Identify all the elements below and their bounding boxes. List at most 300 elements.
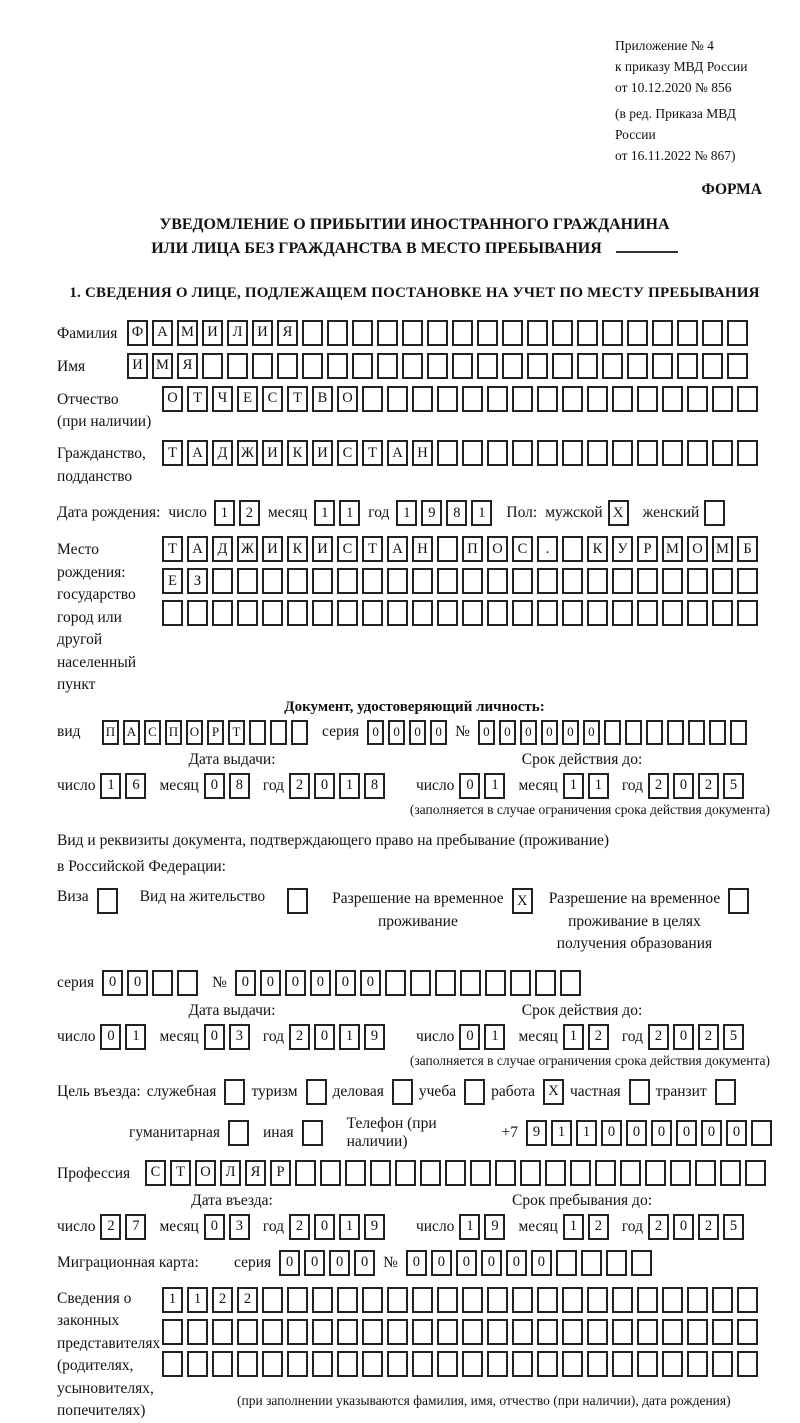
char-cell[interactable]: Т [228,720,245,745]
char-cell[interactable] [362,568,383,594]
char-cell[interactable]: 0 [260,970,281,996]
char-cell[interactable] [345,1160,366,1186]
char-cell[interactable] [312,1351,333,1377]
char-cell[interactable] [212,568,233,594]
char-cell[interactable]: Л [227,320,248,346]
char-cell[interactable]: З [187,568,208,594]
char-cell[interactable] [312,1287,333,1313]
char-cell[interactable]: С [337,536,358,562]
char-cell[interactable] [587,1287,608,1313]
char-cell[interactable] [302,353,323,379]
char-cell[interactable]: 0 [673,1214,694,1240]
sex-male-checkbox[interactable] [608,500,629,526]
char-cell[interactable]: 0 [562,720,579,745]
char-cell[interactable]: 2 [289,773,310,799]
char-cell[interactable]: 0 [388,720,405,745]
char-cell[interactable]: 1 [484,773,505,799]
char-cell[interactable]: 0 [406,1250,427,1276]
char-cell[interactable]: 0 [279,1250,300,1276]
char-cell[interactable] [704,500,725,526]
char-cell[interactable] [287,1287,308,1313]
char-cell[interactable] [162,600,183,626]
char-cell[interactable]: Д [212,440,233,466]
char-cell[interactable]: 0 [204,1214,225,1240]
char-cell[interactable] [712,440,733,466]
char-cell[interactable] [237,1319,258,1345]
char-cell[interactable]: X [512,888,533,914]
char-cell[interactable] [662,440,683,466]
purpose-business-checkbox[interactable] [392,1079,413,1105]
char-cell[interactable] [362,1287,383,1313]
char-cell[interactable] [487,1319,508,1345]
char-cell[interactable]: С [337,440,358,466]
char-cell[interactable] [352,320,373,346]
char-cell[interactable] [477,320,498,346]
char-cell[interactable] [520,1160,541,1186]
char-cell[interactable]: . [537,536,558,562]
char-cell[interactable] [302,320,323,346]
char-cell[interactable] [502,353,523,379]
char-cell[interactable] [327,320,348,346]
char-cell[interactable]: 9 [364,1024,385,1050]
char-cell[interactable] [612,568,633,594]
temp-residence-checkbox[interactable] [512,888,533,914]
char-cell[interactable] [560,970,581,996]
char-cell[interactable] [512,1351,533,1377]
char-cell[interactable]: 0 [459,773,480,799]
char-cell[interactable]: О [487,536,508,562]
char-cell[interactable] [687,1351,708,1377]
char-cell[interactable] [312,568,333,594]
char-cell[interactable]: 1 [314,500,335,526]
char-cell[interactable] [562,1351,583,1377]
char-cell[interactable] [712,386,733,412]
char-cell[interactable] [362,386,383,412]
char-cell[interactable]: 1 [459,1214,480,1240]
char-cell[interactable]: Т [187,386,208,412]
char-cell[interactable]: 8 [446,500,467,526]
char-cell[interactable]: К [287,440,308,466]
char-cell[interactable] [627,353,648,379]
char-cell[interactable] [570,1160,591,1186]
char-cell[interactable] [612,440,633,466]
char-cell[interactable] [552,353,573,379]
char-cell[interactable]: 1 [339,1024,360,1050]
char-cell[interactable] [287,1319,308,1345]
char-cell[interactable] [606,1250,627,1276]
char-cell[interactable] [587,1319,608,1345]
char-cell[interactable] [410,970,431,996]
char-cell[interactable] [462,1287,483,1313]
char-cell[interactable] [662,386,683,412]
char-cell[interactable] [577,353,598,379]
char-cell[interactable] [670,1160,691,1186]
char-cell[interactable]: 0 [367,720,384,745]
char-cell[interactable]: 2 [648,1214,669,1240]
char-cell[interactable] [637,600,658,626]
char-cell[interactable] [737,1351,758,1377]
char-cell[interactable]: И [312,536,333,562]
char-cell[interactable]: 0 [431,1250,452,1276]
char-cell[interactable]: 0 [354,1250,375,1276]
purpose-humanitarian-checkbox[interactable] [228,1120,249,1146]
char-cell[interactable] [527,320,548,346]
char-cell[interactable]: 2 [289,1024,310,1050]
char-cell[interactable] [537,1319,558,1345]
char-cell[interactable]: 0 [102,970,123,996]
char-cell[interactable] [537,1351,558,1377]
char-cell[interactable] [464,1079,485,1105]
char-cell[interactable] [537,568,558,594]
char-cell[interactable] [237,568,258,594]
char-cell[interactable]: 0 [100,1024,121,1050]
char-cell[interactable]: А [123,720,140,745]
char-cell[interactable] [646,720,663,745]
char-cell[interactable]: Т [162,536,183,562]
char-cell[interactable] [652,320,673,346]
char-cell[interactable] [452,320,473,346]
char-cell[interactable] [412,1287,433,1313]
char-cell[interactable] [487,1287,508,1313]
char-cell[interactable] [612,1287,633,1313]
char-cell[interactable] [510,970,531,996]
char-cell[interactable] [629,1079,650,1105]
char-cell[interactable] [270,720,287,745]
char-cell[interactable] [662,600,683,626]
char-cell[interactable]: 9 [484,1214,505,1240]
purpose-private-checkbox[interactable] [629,1079,650,1105]
char-cell[interactable]: 2 [289,1214,310,1240]
char-cell[interactable] [512,1319,533,1345]
char-cell[interactable] [545,1160,566,1186]
char-cell[interactable]: М [662,536,683,562]
char-cell[interactable] [712,600,733,626]
char-cell[interactable]: 2 [648,773,669,799]
char-cell[interactable] [177,970,198,996]
char-cell[interactable]: 0 [481,1250,502,1276]
char-cell[interactable] [751,1120,772,1146]
char-cell[interactable] [437,440,458,466]
char-cell[interactable]: Н [412,440,433,466]
char-cell[interactable] [392,1079,413,1105]
char-cell[interactable]: 6 [125,773,146,799]
char-cell[interactable] [495,1160,516,1186]
char-cell[interactable]: А [387,440,408,466]
char-cell[interactable] [302,1120,323,1146]
char-cell[interactable]: 0 [520,720,537,745]
char-cell[interactable] [662,1319,683,1345]
char-cell[interactable] [287,600,308,626]
char-cell[interactable] [187,1319,208,1345]
char-cell[interactable] [487,568,508,594]
char-cell[interactable]: 1 [339,773,360,799]
char-cell[interactable] [377,320,398,346]
char-cell[interactable] [537,1287,558,1313]
char-cell[interactable] [262,600,283,626]
char-cell[interactable] [420,1160,441,1186]
char-cell[interactable]: 3 [229,1024,250,1050]
char-cell[interactable] [462,600,483,626]
char-cell[interactable]: 1 [563,1214,584,1240]
char-cell[interactable]: Т [362,440,383,466]
char-cell[interactable] [587,600,608,626]
char-cell[interactable]: 1 [100,773,121,799]
char-cell[interactable] [287,1351,308,1377]
char-cell[interactable] [412,568,433,594]
char-cell[interactable] [587,1351,608,1377]
char-cell[interactable] [337,1351,358,1377]
char-cell[interactable] [645,1160,666,1186]
char-cell[interactable]: О [195,1160,216,1186]
char-cell[interactable] [587,386,608,412]
char-cell[interactable]: 0 [360,970,381,996]
char-cell[interactable]: 2 [237,1287,258,1313]
char-cell[interactable] [435,970,456,996]
char-cell[interactable]: 0 [127,970,148,996]
char-cell[interactable]: Ч [212,386,233,412]
char-cell[interactable]: 9 [526,1120,547,1146]
char-cell[interactable] [712,1287,733,1313]
char-cell[interactable]: Р [637,536,658,562]
char-cell[interactable] [728,888,749,914]
char-cell[interactable]: 9 [364,1214,385,1240]
char-cell[interactable]: И [202,320,223,346]
char-cell[interactable]: 9 [421,500,442,526]
char-cell[interactable]: С [144,720,161,745]
char-cell[interactable] [556,1250,577,1276]
char-cell[interactable]: 2 [698,1214,719,1240]
char-cell[interactable] [437,536,458,562]
char-cell[interactable]: С [262,386,283,412]
char-cell[interactable]: И [262,536,283,562]
char-cell[interactable] [745,1160,766,1186]
char-cell[interactable] [262,1351,283,1377]
char-cell[interactable] [320,1160,341,1186]
char-cell[interactable] [677,353,698,379]
char-cell[interactable]: 1 [339,1214,360,1240]
char-cell[interactable] [587,440,608,466]
char-cell[interactable] [437,1287,458,1313]
char-cell[interactable] [602,353,623,379]
char-cell[interactable] [237,1351,258,1377]
char-cell[interactable] [212,1351,233,1377]
char-cell[interactable]: 0 [541,720,558,745]
char-cell[interactable]: 3 [229,1214,250,1240]
char-cell[interactable]: 0 [304,1250,325,1276]
char-cell[interactable] [727,320,748,346]
char-cell[interactable]: 0 [531,1250,552,1276]
char-cell[interactable]: 0 [626,1120,647,1146]
char-cell[interactable]: 1 [588,773,609,799]
char-cell[interactable]: Д [212,536,233,562]
char-cell[interactable] [377,353,398,379]
char-cell[interactable] [627,320,648,346]
char-cell[interactable]: И [252,320,273,346]
char-cell[interactable] [337,1287,358,1313]
char-cell[interactable] [387,1319,408,1345]
char-cell[interactable] [402,320,423,346]
char-cell[interactable] [306,1079,327,1105]
char-cell[interactable] [581,1250,602,1276]
char-cell[interactable]: 0 [601,1120,622,1146]
char-cell[interactable] [637,1287,658,1313]
char-cell[interactable] [370,1160,391,1186]
char-cell[interactable] [291,720,308,745]
char-cell[interactable] [462,386,483,412]
char-cell[interactable]: 2 [239,500,260,526]
char-cell[interactable] [252,353,273,379]
char-cell[interactable] [312,1319,333,1345]
char-cell[interactable]: А [152,320,173,346]
visa-checkbox[interactable] [97,888,118,914]
char-cell[interactable] [662,568,683,594]
char-cell[interactable]: 0 [673,1024,694,1050]
char-cell[interactable] [702,353,723,379]
char-cell[interactable] [412,600,433,626]
char-cell[interactable]: О [186,720,203,745]
char-cell[interactable] [637,440,658,466]
char-cell[interactable] [452,353,473,379]
char-cell[interactable] [97,888,118,914]
char-cell[interactable] [402,353,423,379]
char-cell[interactable]: 0 [335,970,356,996]
char-cell[interactable]: 0 [314,1214,335,1240]
char-cell[interactable]: Т [287,386,308,412]
char-cell[interactable] [212,1319,233,1345]
char-cell[interactable]: 1 [162,1287,183,1313]
char-cell[interactable] [688,720,705,745]
char-cell[interactable]: 8 [229,773,250,799]
char-cell[interactable]: Т [162,440,183,466]
char-cell[interactable] [437,1319,458,1345]
purpose-study-checkbox[interactable] [464,1079,485,1105]
char-cell[interactable] [595,1160,616,1186]
char-cell[interactable]: 0 [235,970,256,996]
char-cell[interactable]: Я [245,1160,266,1186]
char-cell[interactable] [502,320,523,346]
char-cell[interactable] [535,970,556,996]
char-cell[interactable]: Л [220,1160,241,1186]
char-cell[interactable]: У [612,536,633,562]
char-cell[interactable] [687,600,708,626]
char-cell[interactable]: 0 [478,720,495,745]
char-cell[interactable] [612,600,633,626]
char-cell[interactable] [352,353,373,379]
char-cell[interactable]: 2 [100,1214,121,1240]
char-cell[interactable] [587,568,608,594]
char-cell[interactable]: 0 [673,773,694,799]
char-cell[interactable] [327,353,348,379]
temp-residence-edu-checkbox[interactable] [728,888,749,914]
char-cell[interactable]: 0 [409,720,426,745]
char-cell[interactable]: 1 [484,1024,505,1050]
char-cell[interactable]: 0 [285,970,306,996]
char-cell[interactable] [562,1287,583,1313]
char-cell[interactable] [737,1319,758,1345]
char-cell[interactable] [387,1287,408,1313]
char-cell[interactable]: Б [737,536,758,562]
char-cell[interactable]: К [587,536,608,562]
char-cell[interactable] [631,1250,652,1276]
char-cell[interactable] [202,353,223,379]
char-cell[interactable] [727,353,748,379]
char-cell[interactable] [687,440,708,466]
char-cell[interactable]: И [262,440,283,466]
char-cell[interactable]: А [187,536,208,562]
char-cell[interactable] [427,320,448,346]
char-cell[interactable] [637,568,658,594]
char-cell[interactable]: Е [162,568,183,594]
char-cell[interactable] [287,888,308,914]
char-cell[interactable] [487,386,508,412]
char-cell[interactable] [512,440,533,466]
char-cell[interactable] [262,568,283,594]
char-cell[interactable]: 0 [456,1250,477,1276]
char-cell[interactable] [470,1160,491,1186]
char-cell[interactable]: Н [412,536,433,562]
char-cell[interactable] [687,1287,708,1313]
char-cell[interactable] [262,1319,283,1345]
char-cell[interactable] [667,720,684,745]
char-cell[interactable] [552,320,573,346]
char-cell[interactable]: 0 [726,1120,747,1146]
char-cell[interactable] [212,600,233,626]
char-cell[interactable]: О [687,536,708,562]
char-cell[interactable]: М [177,320,198,346]
char-cell[interactable] [337,1319,358,1345]
residence-permit-checkbox[interactable] [287,888,308,914]
char-cell[interactable] [712,568,733,594]
char-cell[interactable]: 1 [563,1024,584,1050]
char-cell[interactable] [604,720,621,745]
char-cell[interactable]: 2 [698,1024,719,1050]
char-cell[interactable]: 1 [396,500,417,526]
char-cell[interactable]: Ф [127,320,148,346]
char-cell[interactable] [437,600,458,626]
char-cell[interactable]: Я [177,353,198,379]
char-cell[interactable] [337,568,358,594]
char-cell[interactable]: О [162,386,183,412]
char-cell[interactable] [487,600,508,626]
char-cell[interactable] [237,600,258,626]
char-cell[interactable] [677,320,698,346]
char-cell[interactable]: 0 [430,720,447,745]
char-cell[interactable] [687,1319,708,1345]
char-cell[interactable]: А [187,440,208,466]
char-cell[interactable]: 1 [551,1120,572,1146]
char-cell[interactable] [462,1319,483,1345]
char-cell[interactable]: 0 [314,1024,335,1050]
char-cell[interactable]: 5 [723,1214,744,1240]
char-cell[interactable] [512,1287,533,1313]
char-cell[interactable] [637,1351,658,1377]
char-cell[interactable]: 1 [471,500,492,526]
char-cell[interactable]: Т [170,1160,191,1186]
char-cell[interactable] [512,568,533,594]
char-cell[interactable] [730,720,747,745]
char-cell[interactable]: 0 [314,773,335,799]
char-cell[interactable]: 1 [125,1024,146,1050]
char-cell[interactable]: 2 [588,1214,609,1240]
char-cell[interactable] [437,1351,458,1377]
char-cell[interactable] [395,1160,416,1186]
char-cell[interactable] [362,1351,383,1377]
char-cell[interactable] [385,970,406,996]
char-cell[interactable] [187,600,208,626]
char-cell[interactable]: 1 [214,500,235,526]
char-cell[interactable] [387,600,408,626]
char-cell[interactable] [715,1079,736,1105]
